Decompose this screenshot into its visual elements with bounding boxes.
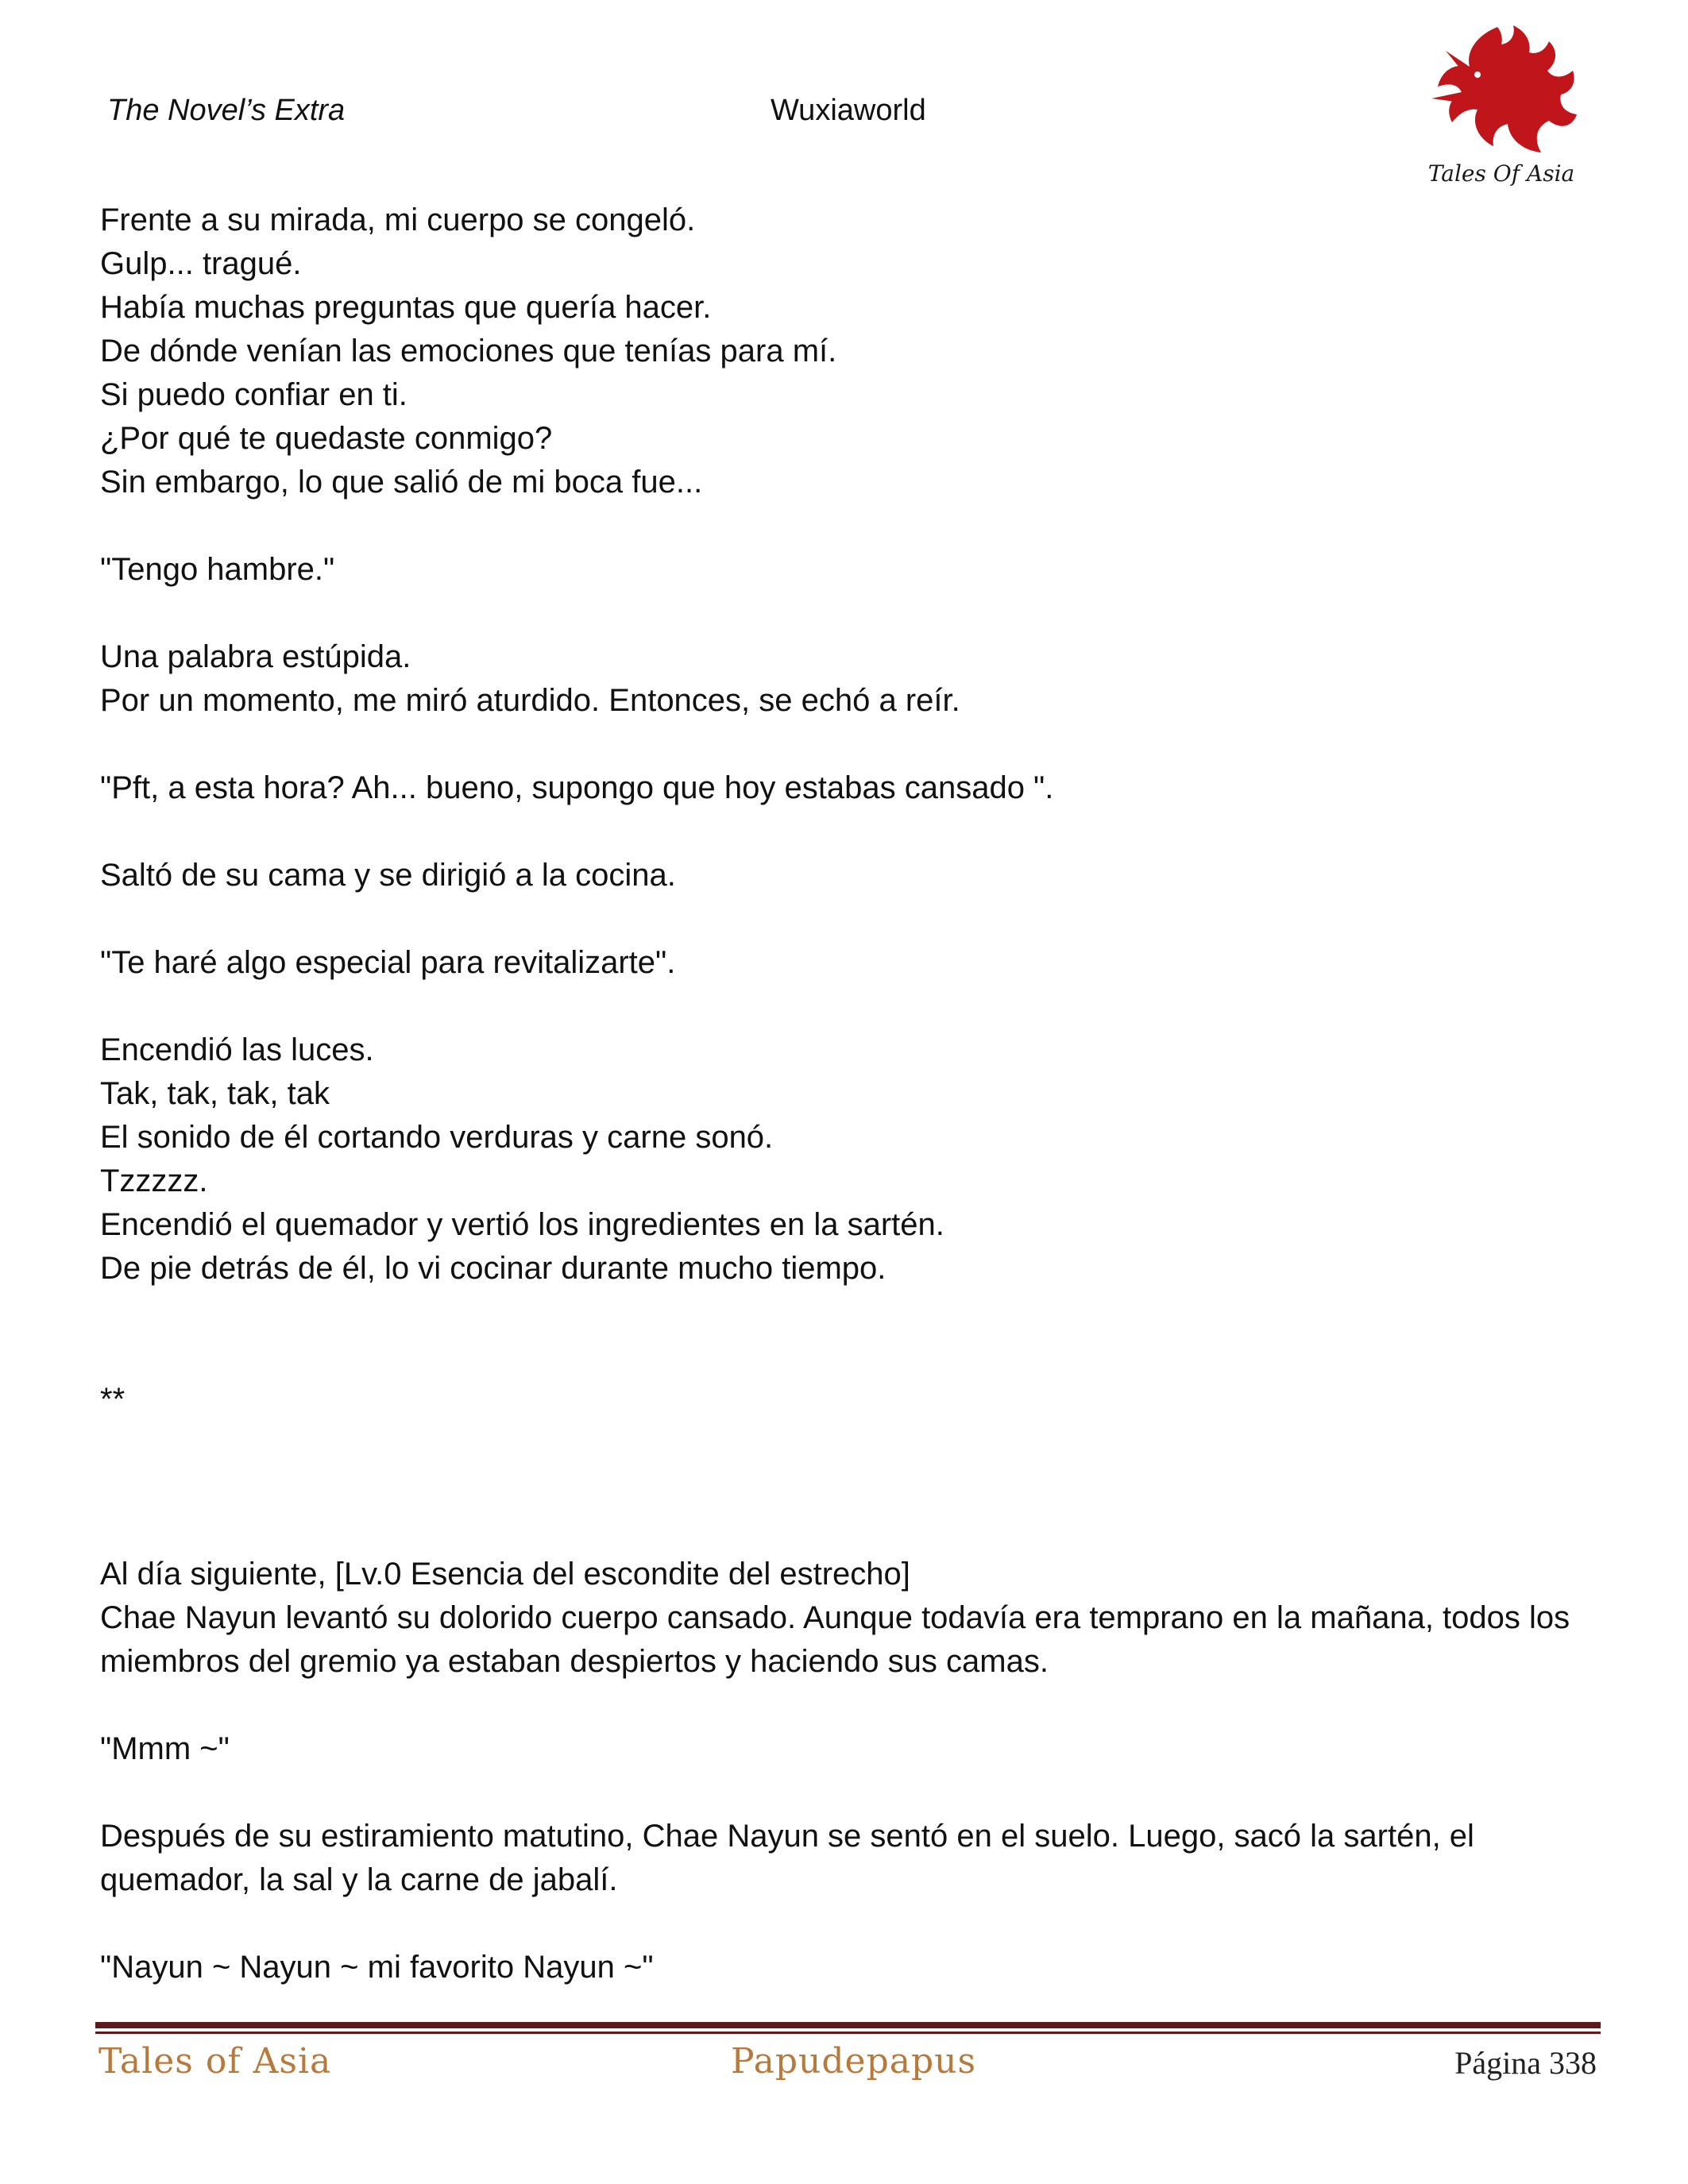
paragraph: Tak, tak, tak, tak xyxy=(100,1076,330,1111)
paragraph: "Mmm ~" xyxy=(100,1731,230,1766)
tales-of-asia-logo xyxy=(1422,19,1581,194)
footer-brand: Tales of Asia xyxy=(98,2041,332,2082)
paragraph: Si puedo confiar en ti. xyxy=(100,377,408,412)
paragraph: Al día siguiente, [Lv.0 Esencia del escondite del estrecho] xyxy=(100,1557,910,1592)
dragon-logo-icon xyxy=(1422,19,1581,162)
paragraph: Después de su estiramiento matutino, Chae Nayun se sentó en el suelo. Luego, sacó la sartén, el quemador, la sal y la carne de jabalí. xyxy=(100,1819,1474,1897)
document-body xyxy=(100,199,1593,1989)
paragraph: Tzzzzz. xyxy=(100,1163,208,1198)
header-site-name: Wuxiaworld xyxy=(771,94,926,127)
paragraph: Una palabra estúpida. xyxy=(100,639,411,674)
paragraph: "Pft, a esta hora? Ah... bueno, supongo que hoy estabas cansado ". xyxy=(100,770,1054,805)
paragraph: "Tengo hambre." xyxy=(100,552,335,587)
paragraph: Gulp... tragué. xyxy=(100,246,302,281)
paragraph: Chae Nayun levantó su dolorido cuerpo cansado. Aunque todavía era temprano en la mañana, todos los miembros del gremio ya estaban despiertos y haciendo sus camas. xyxy=(100,1600,1570,1679)
logo-caption: Tales Of Asia xyxy=(1427,160,1575,187)
paragraph: Sin embargo, lo que salió de mi boca fue... xyxy=(100,465,703,500)
header-novel-title: The Novel’s Extra xyxy=(107,94,346,127)
paragraph: Saltó de su cama y se dirigió a la cocina. xyxy=(100,858,676,893)
paragraph: Encendió el quemador y vertió los ingredientes en la sartén. xyxy=(100,1207,944,1242)
paragraph: ¿Por qué te quedaste conmigo? xyxy=(100,421,553,456)
paragraph: Frente a su mirada, mi cuerpo se congeló. xyxy=(100,203,696,237)
paragraph: El sonido de él cortando verduras y carne sonó. xyxy=(100,1120,774,1155)
paragraph: "Nayun ~ Nayun ~ mi favorito Nayun ~" xyxy=(100,1950,654,1985)
paragraph: De dónde venían las emociones que tenías para mí. xyxy=(100,334,837,369)
footer-translator: Papudepapus xyxy=(731,2041,977,2082)
paragraph: Por un momento, me miró aturdido. Entonces, se echó a reír. xyxy=(100,683,960,718)
page-number: Página 338 xyxy=(1454,2045,1597,2081)
paragraph: "Te haré algo especial para revitalizarte". xyxy=(100,945,676,980)
footer-rule-thin xyxy=(95,2032,1601,2034)
footer-rule-thick xyxy=(95,2022,1601,2028)
paragraph: Encendió las luces. xyxy=(100,1032,374,1067)
scene-break: ** xyxy=(100,1382,126,1417)
paragraph: De pie detrás de él, lo vi cocinar durante mucho tiempo. xyxy=(100,1251,886,1286)
paragraph: Había muchas preguntas que quería hacer. xyxy=(100,290,712,325)
